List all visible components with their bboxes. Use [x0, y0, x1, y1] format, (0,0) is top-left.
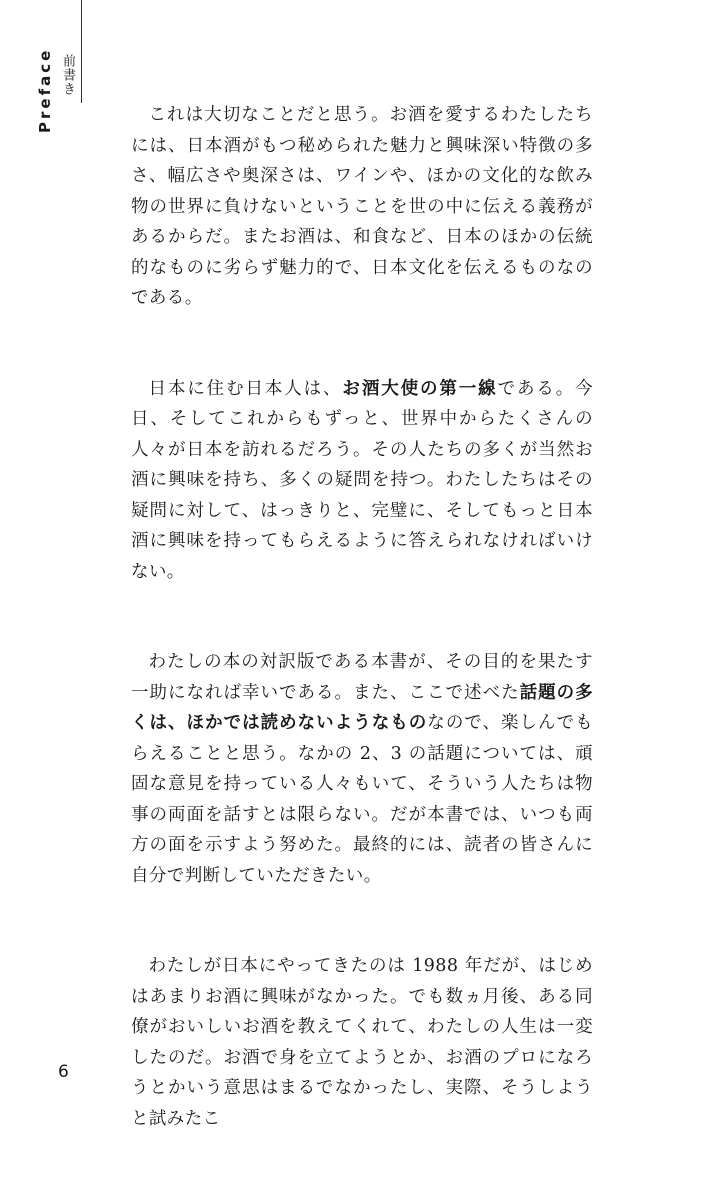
chapter-title-english: Preface	[36, 48, 54, 134]
paragraph-3-emphasis: 話題の多くは、ほかでは読めないようなもの	[131, 682, 593, 733]
paragraph-3	[131, 647, 593, 891]
paragraph-2	[131, 374, 593, 588]
paragraph-3-text-end: なので、楽しんでもらえることと思う。なかの 2、3 の話題については、頑固な意見を持っている人々もいて、そういう人たちは物事の両面を話すとは限らない。だが本書では、いつも両方の面を示すよう努めた。最終的には、読者の皆さんに自分で判断していただきたい。	[131, 713, 593, 886]
body-text	[131, 100, 593, 1194]
paragraph-2-emphasis: お酒大使の第一線	[342, 378, 498, 399]
paragraph-4-text: わたしが日本にやってきたのは 1988 年だが、はじめはあまりお酒に興味がなかった。でも数ヵ月後、ある同僚がおいしいお酒を教えてくれて、わたしの人生は一変したのだ。お酒で身を立てようとか、お酒のプロになろうとかいう意思はまるでなかったし、実際、そうしようと試みたこ	[131, 956, 593, 1129]
paragraph-3-text-start: わたしの本の対訳版である本書が、その目的を果たす一助になれば幸いである。また、ここで述べた	[131, 652, 593, 703]
chapter-title-japanese: 前書き	[60, 54, 75, 96]
paragraph-1-text: これは大切なことだと思う。お酒を愛するわたしたちには、日本酒がもつ秘められた魅力と興味深い特徴の多さ、幅広さや奥深さは、ワインや、ほかの文化的な飲み物の世界に負けないということを世の中に伝える義務があるからだ。またお酒は、和食など、日本のほかの伝統的なものに劣らず魅力的で、日本文化を伝えるものなのである。	[131, 105, 593, 308]
heading-divider-line	[81, 0, 82, 103]
paragraph-4	[131, 951, 593, 1134]
paragraph-1	[131, 100, 593, 314]
page-number: 6	[58, 1062, 69, 1082]
paragraph-2-text-end: である。今日、そしてこれからもずっと、世界中からたくさんの人々が日本を訪れるだろう。その人たちの多くが当然お酒に興味を持ち、多くの疑問を持つ。わたしたちはその疑問に対して、はっきりと、完璧に、そしてもっと日本酒に興味を持ってもらえるように答えられなければいけない。	[131, 378, 594, 582]
paragraph-2-text-start: 日本に住む日本人は、	[148, 378, 343, 399]
chapter-heading	[34, 48, 78, 144]
